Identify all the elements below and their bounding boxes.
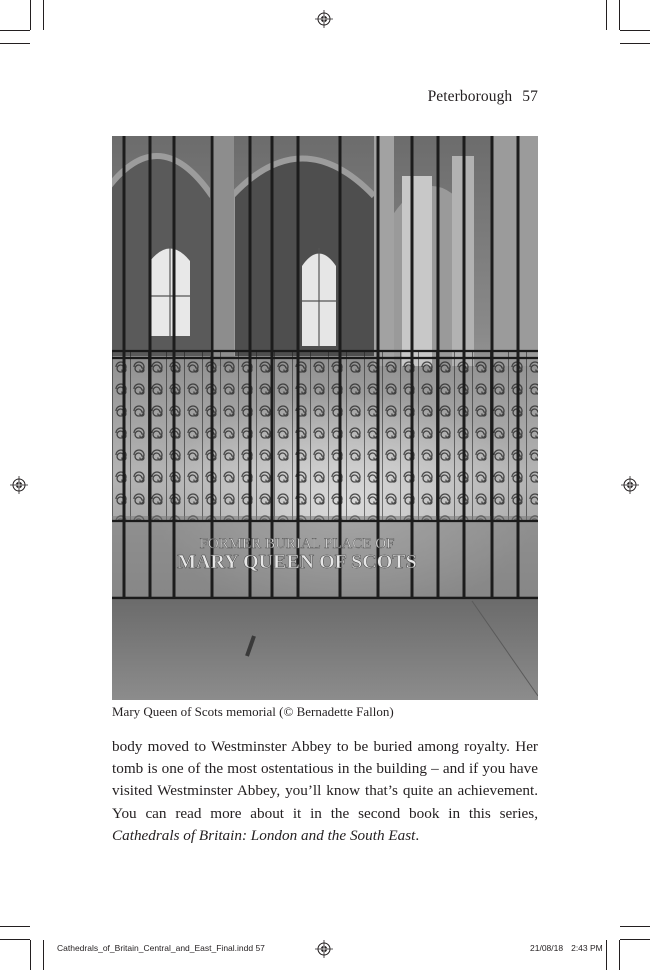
crop-mark [620,926,650,927]
crop-mark [619,0,620,30]
registration-mark-icon [10,476,28,494]
slug-file-name: Cathedrals_of_Britain_Central_and_East_Final.indd 57 [57,943,265,953]
engraved-line-2: MARY QUEEN OF SCOTS [177,551,417,573]
body-text: body moved to Westminster Abbey to be buried among royalty. Her tomb is one of the most ostentatious in the building – and if you have visited Westminster Abbey, you’ll know that’s quite an achievement. You can read more about it in the second book in this series, [112,738,538,822]
registration-mark-icon [315,940,333,958]
crop-mark [606,940,607,970]
figure-caption: Mary Queen of Scots memorial (© Bernadette Fallon) [112,704,394,719]
memorial-photo [112,136,538,700]
running-header [428,88,538,106]
crop-mark [620,30,650,31]
slug-timestamp [530,943,603,953]
crop-mark [0,939,30,940]
crop-mark [0,43,30,44]
crop-mark [620,939,650,940]
page-number: 57 [522,88,538,105]
crop-mark [30,0,31,30]
engraved-line-1: FORMER BURIAL PLACE OF [199,536,395,552]
crop-mark [619,940,620,970]
crop-mark [0,926,30,927]
slug-time: 2:43 PM [571,943,603,953]
section-title: Peterborough [427,88,513,105]
body-text-end: . [415,826,420,844]
body-paragraph [112,736,538,847]
registration-mark-icon [621,476,639,494]
crop-mark [0,30,30,31]
crop-mark [620,43,650,44]
slug-date: 21/08/18 [530,943,564,953]
crop-mark [43,940,44,970]
crop-mark [30,940,31,970]
book-title: Cathedrals of Britain: London and the South East [112,826,416,844]
registration-mark-icon [315,10,333,28]
crop-mark [606,0,607,30]
crop-mark [43,0,44,30]
